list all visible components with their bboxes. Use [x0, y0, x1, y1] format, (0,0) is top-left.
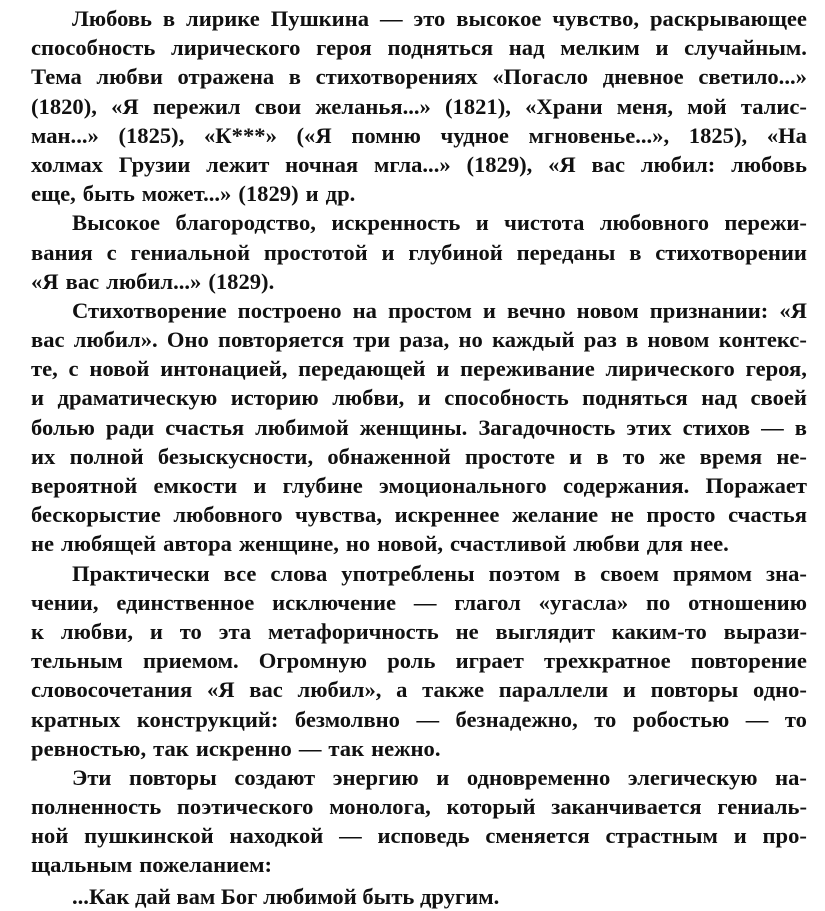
word: поэтического — [176, 794, 314, 820]
word: вероятной — [31, 473, 138, 498]
word: благородство, — [175, 210, 316, 236]
word: ной — [31, 823, 69, 849]
word: историю — [230, 385, 319, 411]
word: обнаженной — [327, 443, 451, 469]
word: щальным — [31, 852, 133, 878]
word: вас — [31, 327, 65, 353]
word: каждый — [492, 327, 575, 353]
word: в — [596, 443, 609, 469]
word: любовь — [731, 151, 807, 177]
word: гениаль- — [717, 794, 807, 820]
word: для — [646, 531, 684, 557]
word: создают — [234, 764, 316, 790]
word: словосочетания — [31, 677, 193, 703]
word: вас — [591, 151, 626, 177]
paragraph — [31, 559, 807, 763]
word: выглядит — [495, 618, 595, 644]
word: желанья...» — [315, 93, 431, 119]
word: к — [31, 618, 45, 644]
word: полненность — [31, 794, 162, 820]
word: так — [328, 735, 365, 761]
word: в — [162, 6, 176, 31]
word: счастливой — [450, 531, 567, 557]
word: и — [436, 356, 450, 382]
word: женщины. — [359, 414, 468, 440]
word: светило...» — [698, 64, 807, 90]
word: конструкций: — [136, 706, 279, 732]
word: гениальной — [130, 239, 250, 265]
word: глагол — [454, 589, 521, 615]
word: употреблены — [341, 560, 475, 586]
word: «Я — [111, 93, 139, 119]
word: не — [31, 531, 55, 557]
word: с — [68, 356, 79, 382]
text-line — [31, 33, 807, 62]
word: повторение — [690, 648, 807, 674]
text-line — [31, 354, 807, 383]
word: интонацией, — [160, 356, 288, 382]
word: новом — [576, 297, 639, 323]
word: исповедь — [377, 823, 470, 849]
word: простотой — [263, 239, 368, 265]
word: в — [629, 239, 642, 265]
word: любовного — [173, 502, 283, 528]
text-body — [31, 4, 807, 880]
word: любимой — [255, 414, 349, 440]
word: любовного — [599, 210, 709, 236]
word: искреннее — [394, 502, 500, 528]
word: то — [594, 706, 617, 732]
word: любви — [573, 531, 640, 557]
word: тельным — [31, 648, 123, 674]
word: любил...» — [106, 268, 202, 294]
word: элегическую — [627, 764, 758, 790]
word: Любовь — [72, 6, 152, 31]
word: и — [253, 473, 267, 498]
word: (1829) — [238, 181, 299, 207]
word: искренность — [331, 210, 461, 236]
word: др. — [325, 181, 356, 207]
word: любви, — [60, 618, 133, 644]
word: но — [458, 327, 483, 353]
text-line — [31, 705, 807, 734]
word: героя, — [745, 356, 807, 382]
text-line — [31, 442, 807, 471]
word: с — [106, 239, 117, 265]
word: также — [422, 677, 484, 703]
word: ради — [105, 414, 155, 440]
word: еще, — [31, 181, 76, 207]
word: поэтом — [488, 560, 561, 586]
word: и — [305, 181, 319, 207]
word: энергию — [332, 764, 419, 790]
word: эта — [218, 618, 252, 644]
word: — — [298, 735, 322, 761]
text-line — [31, 646, 807, 675]
text-line — [31, 821, 807, 850]
word: Огромную — [258, 648, 368, 674]
word: мой — [687, 93, 727, 119]
word: нее. — [690, 531, 729, 557]
word: подняться — [582, 385, 688, 411]
word: талис- — [740, 93, 807, 119]
word: любви, — [332, 385, 405, 411]
word: этих — [626, 414, 672, 440]
word: глубиной — [408, 239, 503, 265]
word: любящей — [61, 531, 157, 557]
word: Грузии — [118, 151, 191, 177]
word: пережи- — [724, 210, 807, 236]
word: безыскусности, — [157, 443, 314, 469]
word: сменяется — [485, 823, 590, 849]
word: «На — [766, 122, 807, 148]
word: одно- — [753, 677, 807, 703]
word: новой, — [377, 531, 443, 557]
word: болью — [31, 414, 95, 440]
word: пережил — [152, 93, 241, 119]
word: содержания. — [562, 473, 690, 498]
word: мгновенье...», — [528, 122, 670, 148]
word: вас — [249, 677, 283, 703]
word: искренно — [195, 735, 292, 761]
text-line — [31, 850, 807, 879]
text-line — [31, 62, 807, 91]
text-line — [31, 617, 807, 646]
word: и — [149, 618, 163, 644]
word: — — [416, 706, 440, 732]
word: новой — [89, 356, 150, 382]
word: то — [784, 706, 807, 732]
word: эмоционального — [378, 473, 547, 498]
text-line — [31, 208, 807, 237]
word: Поражает — [705, 473, 807, 498]
word: передающей — [298, 356, 426, 382]
word: трехкратное — [544, 648, 671, 674]
word: одновременно — [466, 764, 611, 790]
word: но — [345, 531, 371, 557]
word: может...» — [141, 181, 232, 207]
word: ревностью, — [31, 735, 147, 761]
word: автора — [163, 531, 232, 557]
word: про- — [762, 823, 807, 849]
word: стихотворении — [655, 239, 807, 265]
word: в — [625, 327, 639, 353]
word: же — [659, 443, 686, 469]
word: стихотворениях — [315, 64, 478, 90]
word: Загадочность — [478, 414, 616, 440]
word: Высокое — [72, 210, 161, 236]
word: счастья — [165, 414, 245, 440]
word: чистота — [504, 210, 585, 236]
word: меня, — [616, 93, 674, 119]
word: и — [655, 35, 669, 61]
word: просто — [646, 502, 716, 528]
word: метафоричность — [268, 618, 439, 644]
word: исключение — [272, 589, 397, 615]
word: и — [31, 385, 45, 411]
text-line — [31, 734, 807, 763]
text-line — [31, 179, 807, 208]
word: «Я — [548, 151, 576, 177]
word: переданы — [516, 239, 616, 265]
word: — — [413, 589, 437, 615]
word: ман...» — [31, 122, 99, 148]
word: быть — [82, 181, 135, 207]
word: каким-то — [611, 618, 707, 644]
text-line — [31, 92, 807, 121]
paragraph — [31, 763, 807, 880]
word: безнадежно, — [455, 706, 578, 732]
word: — — [761, 414, 784, 440]
word: чувства, — [295, 502, 382, 528]
word: (1821), — [445, 93, 511, 119]
paragraph — [31, 4, 807, 208]
word: не- — [776, 443, 807, 469]
word: «Я — [779, 297, 807, 323]
word: глубине — [282, 473, 363, 498]
word: Тема — [31, 64, 82, 90]
word: (1829). — [208, 268, 275, 294]
word: (1829), — [466, 151, 533, 177]
paragraph — [31, 208, 807, 296]
poem-quote: ...Как дай вам Бог любимой быть другим. — [72, 883, 500, 909]
word: зна- — [766, 560, 807, 586]
word: построено — [237, 297, 342, 323]
text-line — [31, 296, 807, 325]
word: чувство, — [552, 6, 640, 31]
word: свои — [254, 93, 302, 119]
word: кратных — [31, 706, 121, 732]
word: и — [569, 443, 583, 469]
word: дневное — [602, 64, 684, 90]
word: отражена — [177, 64, 275, 90]
word: переживание — [460, 356, 595, 382]
word: помню — [351, 122, 421, 148]
word: простом — [387, 297, 472, 323]
word: пожеланием: — [139, 852, 273, 878]
word: лирического — [171, 35, 301, 61]
word: все — [223, 560, 257, 586]
word: бескорыстие — [31, 502, 161, 528]
word: так — [153, 735, 189, 761]
word: полной — [69, 443, 144, 469]
word: Оно — [166, 327, 209, 353]
word: высокое — [456, 6, 542, 31]
word: вас — [65, 268, 100, 294]
word: повторы — [129, 764, 217, 790]
text-line — [31, 792, 807, 821]
word: чении, — [31, 589, 99, 615]
word: Практически — [72, 560, 210, 586]
text-line — [31, 238, 807, 267]
word: вырази- — [723, 618, 807, 644]
word: холмах — [31, 151, 103, 177]
word: параллели — [498, 677, 609, 703]
word: своей — [750, 385, 807, 411]
word: желание — [511, 502, 599, 528]
word: то — [179, 618, 202, 644]
word: в — [574, 560, 587, 586]
word: над — [508, 35, 545, 61]
word: который — [446, 794, 536, 820]
word: приемом. — [142, 648, 239, 674]
word: в — [288, 64, 301, 90]
word: Стихотворение — [72, 297, 227, 323]
word: и — [381, 239, 395, 265]
text-line — [31, 763, 807, 792]
text-line — [31, 150, 807, 179]
word: случайным. — [684, 35, 807, 61]
text-line — [31, 325, 807, 354]
word: — — [339, 823, 362, 849]
word: Пушкина — [270, 6, 370, 31]
word: раза, — [399, 327, 450, 353]
word: страстным — [605, 823, 718, 849]
word: в — [794, 414, 807, 440]
word: («Я — [296, 122, 332, 148]
text-line — [31, 383, 807, 412]
word: их — [31, 443, 56, 469]
word: новом — [647, 327, 710, 353]
word: роль — [387, 648, 436, 674]
word: слова — [270, 560, 328, 586]
word: и — [733, 823, 747, 849]
word: контекс- — [718, 327, 807, 353]
text-line — [31, 267, 807, 296]
text-line — [31, 121, 807, 150]
word: единственное — [116, 589, 255, 615]
word: стихов — [682, 414, 751, 440]
word: «К***» — [204, 122, 277, 148]
word: на — [352, 297, 377, 323]
word: это — [413, 6, 446, 31]
word: робостью — [632, 706, 730, 732]
word: лирике — [186, 6, 260, 31]
word: любви — [96, 64, 163, 90]
text-line — [31, 529, 807, 558]
word: пушкинской — [84, 823, 214, 849]
word: прямом — [672, 560, 753, 586]
word: не — [610, 502, 634, 528]
word: признании: — [649, 297, 769, 323]
word: 1825), — [688, 122, 748, 148]
text-line — [31, 413, 807, 442]
word: три — [353, 327, 391, 353]
text-line — [31, 559, 807, 588]
word: драматическую — [57, 385, 218, 411]
word: счастья — [728, 502, 807, 528]
word: монолога, — [329, 794, 431, 820]
word: и — [436, 764, 450, 790]
word: и — [482, 297, 496, 323]
word: ночная — [285, 151, 359, 177]
word: на- — [775, 764, 807, 790]
word: подняться — [387, 35, 494, 61]
word: заканчивается — [551, 794, 702, 820]
word: безмолвно — [294, 706, 400, 732]
word: не — [455, 618, 479, 644]
word: и — [475, 210, 489, 236]
word: раз — [583, 327, 617, 353]
word: емкости — [153, 473, 238, 498]
word: «Я — [31, 268, 59, 294]
word: — — [745, 706, 769, 732]
word: способность — [31, 35, 156, 61]
text-line — [31, 471, 807, 500]
word: любил». — [73, 327, 158, 353]
word: лежит — [206, 151, 270, 177]
word: раскрывающее — [649, 6, 807, 31]
word: Эти — [72, 764, 112, 790]
text-line — [31, 500, 807, 529]
word: своем — [600, 560, 659, 586]
word: над — [701, 385, 738, 411]
word: любил», — [297, 677, 382, 703]
word: — — [379, 6, 403, 31]
word: любил: — [640, 151, 716, 177]
word: то — [622, 443, 645, 469]
word: «Я — [206, 677, 235, 703]
word: вания — [31, 239, 93, 265]
word: лирического — [605, 356, 735, 382]
word: мелким — [560, 35, 640, 61]
word: чудное — [440, 122, 509, 148]
word: нежно. — [371, 735, 441, 761]
word: те, — [31, 356, 58, 382]
word: женщине, — [238, 531, 339, 557]
word: находкой — [229, 823, 324, 849]
word: играет — [455, 648, 524, 674]
word: (1825), — [118, 122, 185, 148]
word: (1820), — [31, 93, 97, 119]
word: простоте — [465, 443, 555, 469]
word: героя — [316, 35, 372, 61]
word: а — [396, 677, 408, 703]
word: «угасла» — [538, 589, 629, 615]
word: «Храни — [525, 93, 603, 119]
word: и — [622, 677, 636, 703]
word: способность — [444, 385, 569, 411]
word: мгла...» — [373, 151, 451, 177]
word: «Погасло — [492, 64, 589, 90]
word: повторяется — [218, 327, 344, 353]
word: время — [699, 443, 763, 469]
text-line — [31, 675, 807, 704]
word: по — [645, 589, 671, 615]
word: повторы — [650, 677, 739, 703]
text-line — [31, 588, 807, 617]
text-line — [31, 4, 807, 33]
word: и — [417, 385, 431, 411]
paragraph — [31, 296, 807, 559]
word: отношению — [688, 589, 807, 615]
word: вечно — [506, 297, 566, 323]
